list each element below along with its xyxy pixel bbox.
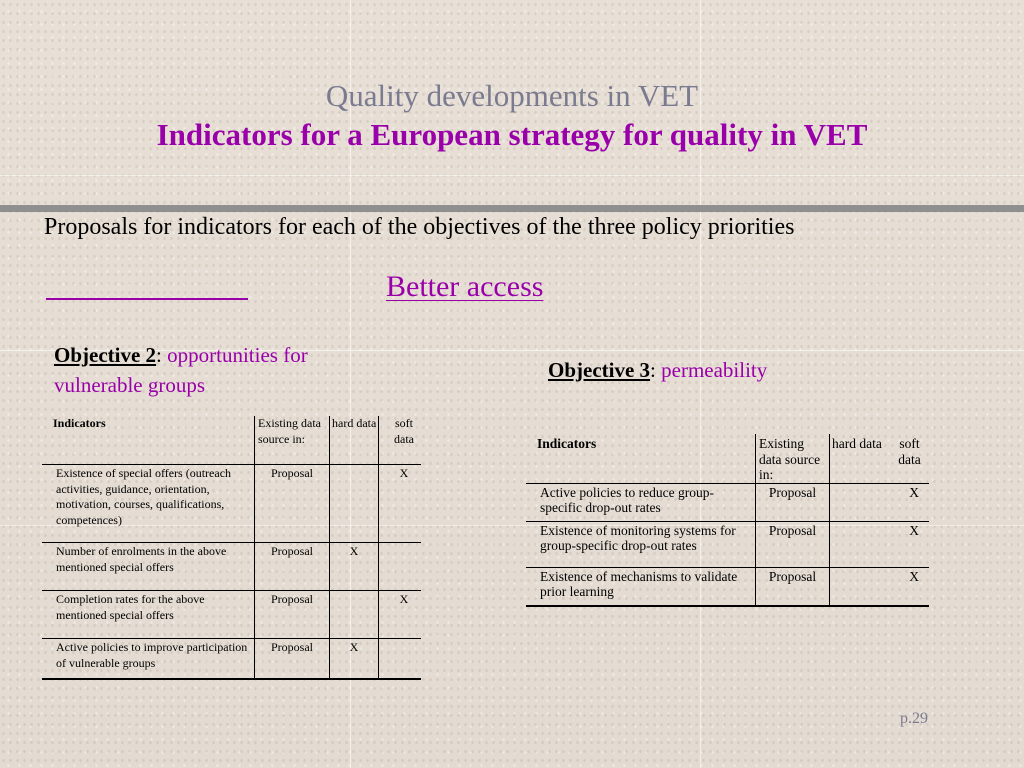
source-cell: Proposal xyxy=(756,483,830,521)
header-hard-data: hard data xyxy=(830,434,891,483)
header-source: Existing data source in: xyxy=(255,416,330,465)
source-cell: Proposal xyxy=(255,543,330,591)
header-indicators: Indicators xyxy=(53,416,106,430)
table-row xyxy=(526,521,929,567)
indicator-cell: Existence of special offers (outreach activities, guidance, orientation, motivation, courses, qualifications, competences) xyxy=(42,465,255,543)
blank-underline xyxy=(46,298,248,300)
slide-supertitle: Quality developments in VET xyxy=(325,78,699,113)
table-row xyxy=(42,465,421,543)
objective-2-text: opportunities for vulnerable groups xyxy=(54,343,308,397)
title-divider xyxy=(0,205,1024,212)
soft-data-cell: X xyxy=(890,521,929,567)
priority-heading: Better access xyxy=(386,270,544,303)
hard-data-cell xyxy=(330,591,379,639)
page-number: p.29 xyxy=(900,710,928,727)
proposals-heading: Proposals for indicators for each of the objectives of the three policy priorities xyxy=(44,214,795,240)
table-header-row xyxy=(42,416,421,465)
hard-data-cell: X xyxy=(330,543,379,591)
hard-data-cell xyxy=(330,465,379,543)
indicator-cell: Number of enrolments in the above mentioned special offers xyxy=(42,543,255,591)
table-row xyxy=(526,567,929,606)
soft-data-cell: X xyxy=(379,465,422,543)
objective-2-label: Objective 2 xyxy=(54,343,157,367)
table-row xyxy=(42,591,421,639)
source-cell: Proposal xyxy=(255,465,330,543)
objective-3-text: permeability xyxy=(655,358,768,382)
hard-data-cell xyxy=(830,567,891,606)
indicator-cell: Completion rates for the above mentioned special offers xyxy=(42,591,255,639)
objective-2-table xyxy=(42,416,421,680)
background-grid-line xyxy=(0,175,1024,176)
objective-3-label: Objective 3 xyxy=(548,358,651,382)
header-hard-data: hard data xyxy=(330,416,379,465)
soft-data-cell: X xyxy=(890,567,929,606)
background-grid-line xyxy=(700,0,701,768)
table-row xyxy=(42,543,421,591)
source-cell: Proposal xyxy=(756,521,830,567)
soft-data-cell: X xyxy=(379,591,422,639)
hard-data-cell: X xyxy=(330,639,379,680)
header-source: Existing data source in: xyxy=(756,434,830,483)
source-cell: Proposal xyxy=(255,591,330,639)
objective-3-table xyxy=(526,434,929,607)
objective-2-colon: : xyxy=(156,343,162,367)
header-indicators: Indicators xyxy=(537,436,597,451)
soft-data-cell xyxy=(379,639,422,680)
slide-title: Indicators for a European strategy for quality in VET xyxy=(156,117,868,152)
table-header-row xyxy=(526,434,929,483)
soft-data-cell: X xyxy=(890,483,929,521)
hard-data-cell xyxy=(830,483,891,521)
header-soft-data: soft data xyxy=(898,436,921,467)
soft-data-cell xyxy=(379,543,422,591)
objective-2-heading xyxy=(54,340,384,400)
objective-3-colon: : xyxy=(650,358,656,382)
header-soft-data: soft data xyxy=(379,416,422,465)
indicator-cell: Existence of monitoring systems for group-specific drop-out rates xyxy=(526,521,756,567)
indicator-cell: Active policies to improve participation of vulnerable groups xyxy=(42,639,255,680)
source-cell: Proposal xyxy=(756,567,830,606)
table-row xyxy=(526,483,929,521)
objective-3-heading xyxy=(548,358,767,383)
hard-data-cell xyxy=(830,521,891,567)
indicator-cell: Existence of mechanisms to validate prior learning xyxy=(526,567,756,606)
source-cell: Proposal xyxy=(255,639,330,680)
table-row xyxy=(42,639,421,680)
indicator-cell: Active policies to reduce group-specific drop-out rates xyxy=(526,483,756,521)
